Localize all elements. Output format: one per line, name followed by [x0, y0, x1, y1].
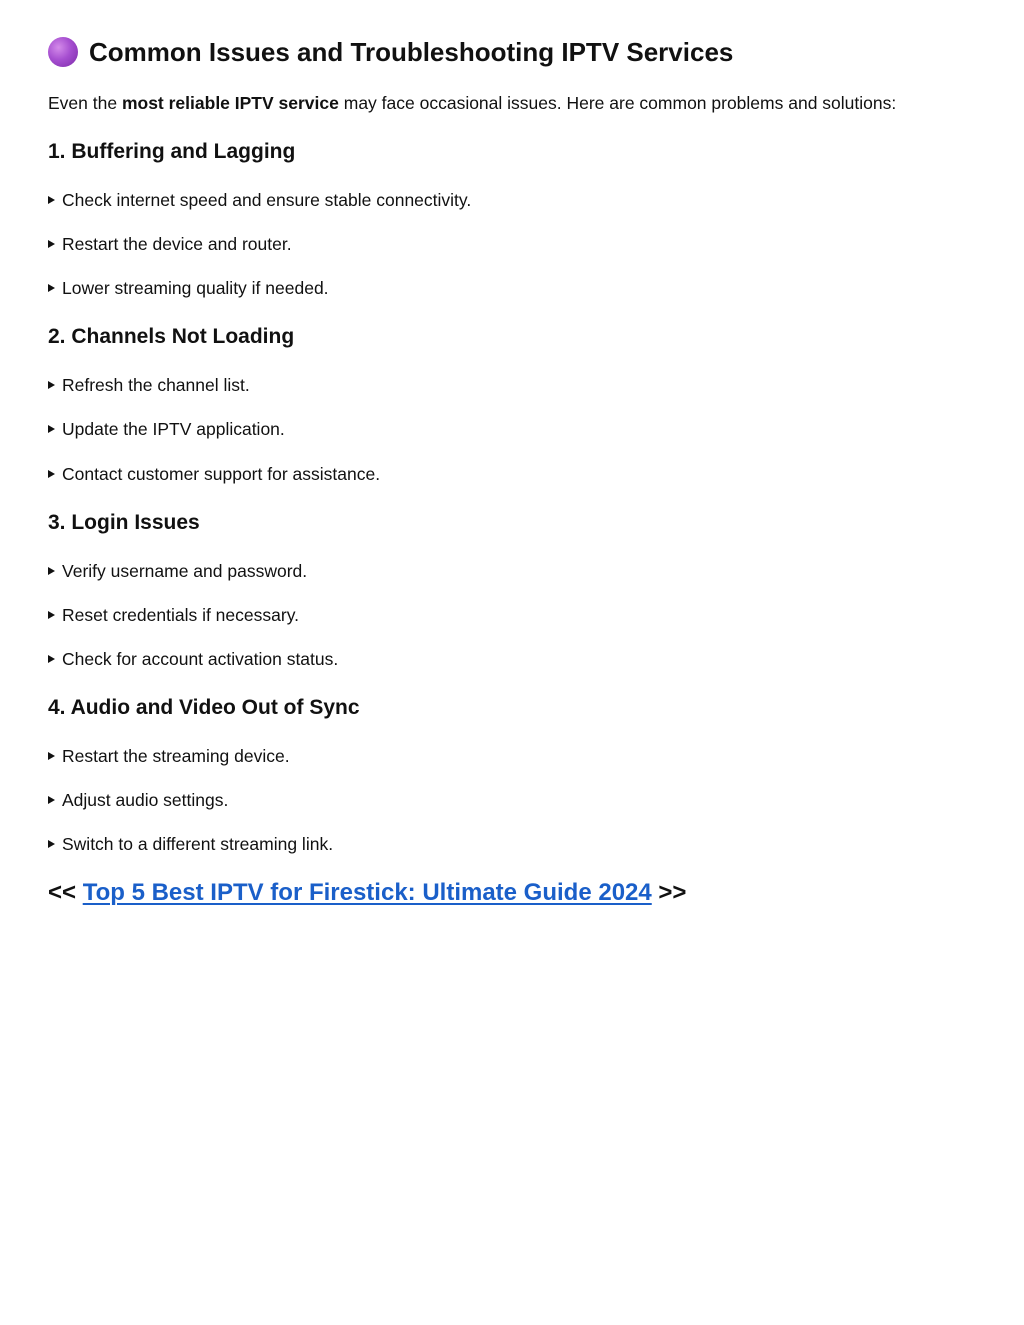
triangle-bullet-icon	[48, 196, 55, 204]
intro-bold: most reliable IPTV service	[121, 93, 339, 113]
section-heading-audio-video: 4. Audio and Video Out of Sync	[48, 696, 360, 719]
link-suffix: >>	[651, 879, 687, 906]
list-item	[48, 233, 292, 255]
related-article-line	[48, 877, 686, 909]
purple-circle-icon	[48, 37, 78, 67]
triangle-bullet-icon	[48, 567, 55, 575]
list-item	[48, 560, 307, 582]
section-heading-buffering: 1. Buffering and Lagging	[48, 140, 296, 163]
triangle-bullet-icon	[48, 470, 55, 478]
section-heading-channels: 2. Channels Not Loading	[48, 325, 295, 348]
triangle-bullet-icon	[48, 752, 55, 760]
triangle-bullet-icon	[48, 240, 55, 248]
triangle-bullet-icon	[48, 840, 55, 848]
list-item-text: Check internet speed and ensure stable connectivity.	[62, 190, 472, 210]
triangle-bullet-icon	[48, 796, 55, 804]
intro-after: may face occasional issues. Here are common problems and solutions:	[338, 93, 897, 113]
list-item-text: Lower streaming quality if needed.	[62, 278, 329, 298]
list-item-text: Update the IPTV application.	[62, 419, 285, 439]
list-item-text: Refresh the channel list.	[62, 375, 250, 395]
list-item	[48, 648, 338, 670]
page-title-text: Common Issues and Troubleshooting IPTV Services	[89, 37, 734, 67]
section-heading-login: 3. Login Issues	[48, 511, 200, 534]
intro-paragraph	[48, 92, 896, 114]
page-title	[48, 34, 733, 70]
list-item	[48, 418, 285, 440]
list-item	[48, 374, 250, 396]
list-item-text: Restart the device and router.	[62, 234, 292, 254]
list-item	[48, 277, 329, 299]
list-item	[48, 789, 228, 811]
list-item	[48, 189, 471, 211]
related-article-link[interactable]: Top 5 Best IPTV for Firestick: Ultimate Guide 2024	[82, 879, 652, 906]
list-item	[48, 833, 333, 855]
list-item	[48, 745, 290, 767]
list-item-text: Restart the streaming device.	[62, 746, 290, 766]
list-item-text: Reset credentials if necessary.	[62, 605, 300, 625]
list-item	[48, 604, 299, 626]
triangle-bullet-icon	[48, 655, 55, 663]
list-item-text: Contact customer support for assistance.	[62, 464, 381, 484]
list-item-text: Switch to a different streaming link.	[62, 834, 334, 854]
list-item	[48, 463, 380, 485]
triangle-bullet-icon	[48, 381, 55, 389]
triangle-bullet-icon	[48, 425, 55, 433]
triangle-bullet-icon	[48, 284, 55, 292]
list-item-text: Adjust audio settings.	[62, 790, 229, 810]
list-item-text: Check for account activation status.	[62, 649, 339, 669]
triangle-bullet-icon	[48, 611, 55, 619]
link-prefix: <<	[48, 879, 83, 906]
intro-before: Even the	[48, 93, 122, 113]
list-item-text: Verify username and password.	[62, 561, 308, 581]
